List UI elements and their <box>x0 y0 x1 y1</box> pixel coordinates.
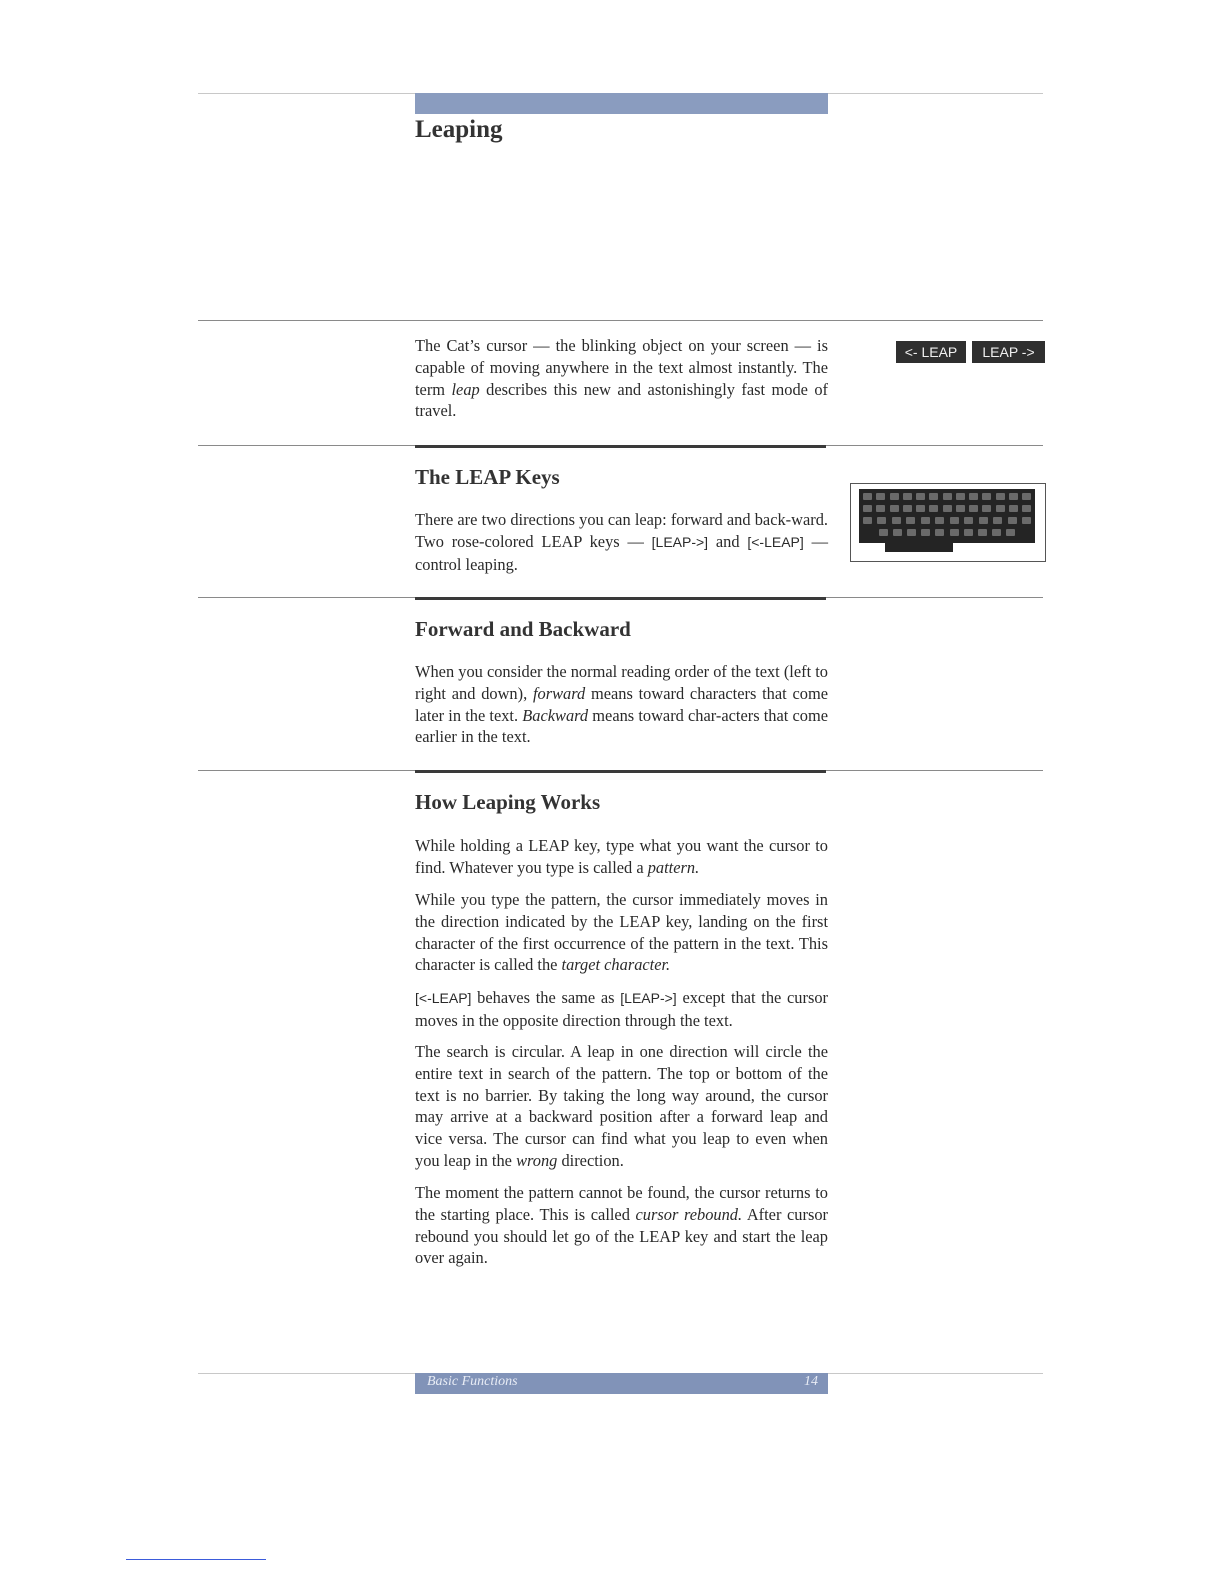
forward-backward-paragraph <box>415 661 828 748</box>
key-label: [<-LEAP] <box>747 533 804 550</box>
key-label: [LEAP->] <box>651 533 709 550</box>
footer-section-label: Basic Functions <box>427 1374 518 1389</box>
text-run: behaves the same as <box>471 988 621 1007</box>
page-title: Leaping <box>415 116 503 143</box>
how-leaping-paragraph-4 <box>415 1041 828 1172</box>
text-run: direction. <box>557 1150 624 1170</box>
leap-forward-key: LEAP -> <box>972 341 1045 363</box>
section-bar-1 <box>415 445 826 448</box>
text-run: means toward char-acters that come earlier in the text. <box>415 705 828 747</box>
keyboard-spacebar <box>885 542 953 552</box>
text-run: After cursor rebound you should let go of the LEAP key and start the leap over again. <box>415 1204 828 1268</box>
leap-keys-paragraph <box>415 509 828 575</box>
intro-paragraph <box>415 335 828 422</box>
margin-link-line <box>126 1559 266 1560</box>
text-run: and <box>708 531 748 551</box>
how-leaping-paragraph-2 <box>415 889 828 976</box>
text-run: The Cat’s cursor — the blinking object on your screen — is capable of moving anywhere in the text almost instantly. The term <box>415 336 828 399</box>
key-label: [LEAP->] <box>620 990 677 1006</box>
text-run: except that the cursor moves in the opposite direction through the text. <box>415 988 828 1030</box>
text-run: While holding a LEAP key, type what you want the cursor to find. Whatever you type is called a <box>415 836 828 877</box>
how-leaping-paragraph-1 <box>415 835 828 879</box>
section-heading-forward-backward: Forward and Backward <box>415 617 631 641</box>
italic-term: target character. <box>561 955 671 975</box>
how-leaping-paragraph-3 <box>415 987 828 1032</box>
text-run: There are two directions you can leap: forward and back-ward. Two rose-colored LEAP keys — <box>415 510 828 551</box>
how-leaping-paragraph-5 <box>415 1182 828 1269</box>
footer-band <box>415 1373 828 1394</box>
section-bar-2 <box>415 597 826 600</box>
text-run: means toward characters that come later in the text. <box>415 683 828 725</box>
section-heading-leap-keys: The LEAP Keys <box>415 465 560 489</box>
italic-term: cursor rebound. <box>635 1204 743 1224</box>
section-rule-intro <box>198 320 1043 321</box>
text-run: While you type the pattern, the cursor immediately moves in the direction indicated by the LEAP key, landing on the first character of the first occurrence of the pattern in the text. This character is called the <box>415 890 828 975</box>
text-run: The moment the pattern cannot be found, the cursor returns to the starting place. This is called <box>415 1183 828 1224</box>
text-run: — control leaping. <box>415 531 828 574</box>
header-band <box>415 93 828 114</box>
text-run: The search is circular. A leap in one direction will circle the entire text in search of the pattern. The top or bottom of the text is no barrier. By taking the long way around, the cursor may arrive at a backward position after a forward leap and vice versa. The cursor can find what you leap to even when you leap in the <box>415 1042 828 1170</box>
keyboard-diagram <box>850 483 1046 562</box>
section-heading-how-leaping-works: How Leaping Works <box>415 790 601 814</box>
keyboard-icon <box>859 489 1035 543</box>
leap-back-key: <- LEAP <box>896 341 966 363</box>
text-run: When you consider the normal reading order of the text (left to right and down), <box>415 662 828 703</box>
italic-term: pattern. <box>647 857 700 877</box>
italic-term: wrong <box>516 1150 558 1170</box>
text-run: describes this new and astonishingly fast mode of travel. <box>415 379 829 421</box>
italic-term: Backward <box>522 705 589 725</box>
italic-term: forward <box>532 683 586 703</box>
footer-page-number: 14 <box>804 1374 818 1389</box>
section-bar-3 <box>415 770 826 773</box>
italic-term: leap <box>451 379 480 399</box>
key-label: [<-LEAP] <box>415 990 472 1006</box>
